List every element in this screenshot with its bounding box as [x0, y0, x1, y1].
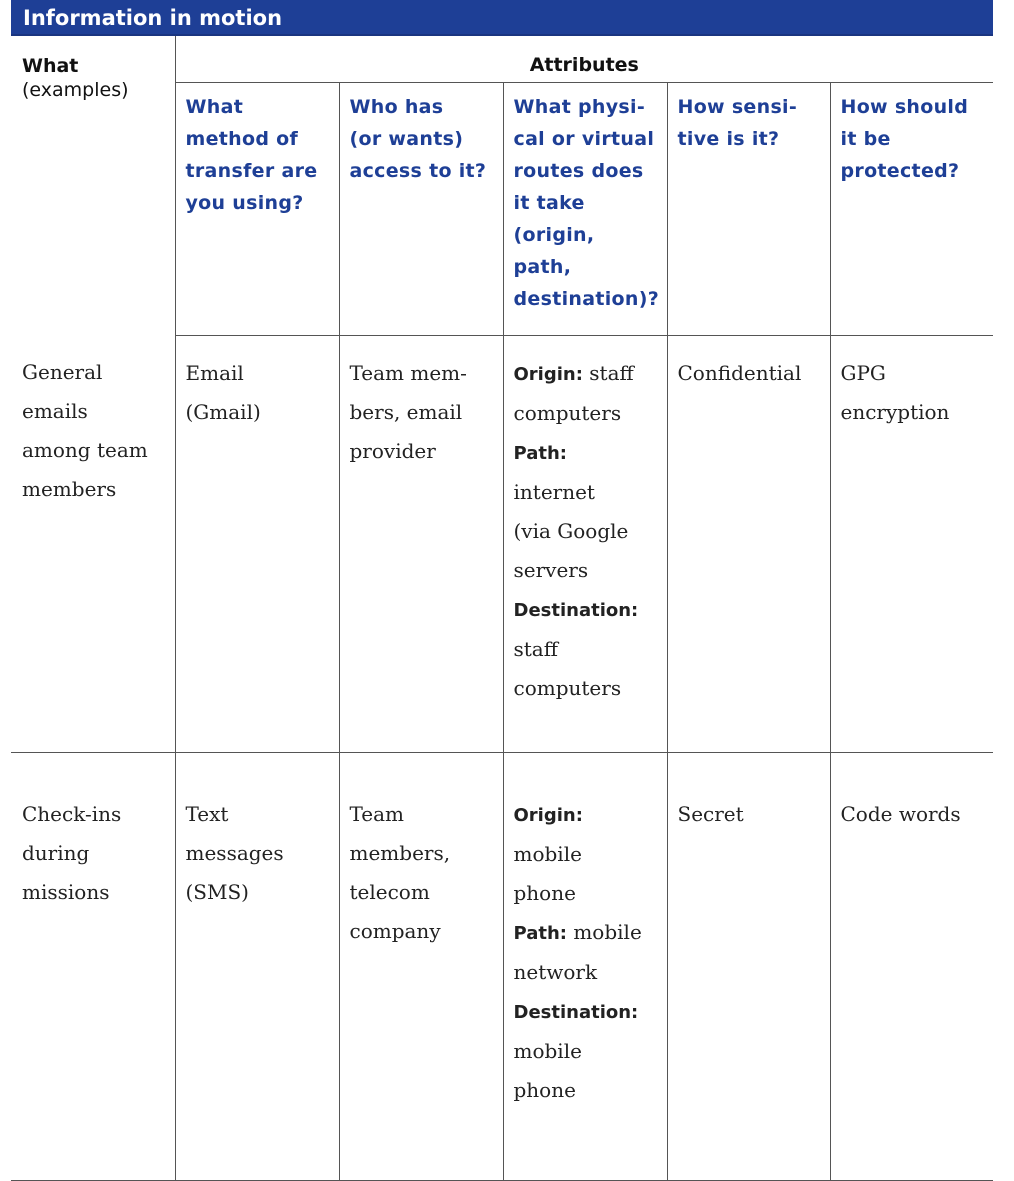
- cell-line: members,: [349, 840, 451, 865]
- header-line: it take: [513, 191, 585, 214]
- cell-line: Check-ins: [22, 801, 122, 826]
- destination-label: Destination:: [513, 599, 639, 621]
- cell-line: (via Google: [513, 518, 629, 543]
- cell-line: among team: [22, 438, 148, 462]
- header-line: What: [185, 95, 244, 118]
- cell-line: emails: [22, 399, 88, 423]
- cell-line: staff: [513, 636, 558, 661]
- cell-line: GPG: [840, 360, 886, 385]
- cell-line: Email: [185, 360, 244, 385]
- cell-line: mobile: [513, 1038, 582, 1063]
- column-header-method: [175, 82, 339, 335]
- header-line: (origin, path,: [513, 223, 595, 278]
- path-text: mobile: [566, 919, 642, 944]
- cell-line: computers: [513, 675, 622, 700]
- cell-line: Confidential: [677, 360, 802, 385]
- table-title-banner: Information in motion: [11, 0, 993, 36]
- header-line: cal or virtual: [513, 127, 655, 150]
- cell-line: network: [513, 959, 598, 984]
- origin-line: [514, 354, 657, 394]
- routes-cell: [503, 335, 667, 752]
- attributes-header: Attributes: [175, 36, 993, 82]
- cell-line: Secret: [677, 801, 744, 826]
- header-line: protected?: [840, 159, 960, 182]
- header-line: routes does: [513, 159, 644, 182]
- origin-label: Origin:: [513, 363, 583, 385]
- destination-label: Destination:: [513, 1001, 639, 1023]
- header-line: method of: [185, 127, 299, 150]
- header-line: transfer are: [185, 159, 318, 182]
- cell-line: Team mem-: [349, 360, 467, 385]
- header-line: How should: [840, 95, 969, 118]
- protection-cell: [830, 335, 993, 752]
- destination-line: [514, 992, 657, 1032]
- header-line: Who has: [349, 95, 444, 118]
- cell-line: phone: [513, 1077, 576, 1102]
- origin-label: Origin:: [513, 804, 583, 826]
- column-header-protection: [830, 82, 993, 335]
- what-cell: [11, 335, 175, 752]
- access-cell: [339, 335, 503, 752]
- header-line: you using?: [185, 191, 304, 214]
- what-cell: [11, 752, 175, 1180]
- what-column-header: [11, 36, 175, 335]
- what-header-sub: (examples): [22, 79, 129, 101]
- cell-line: computers: [513, 400, 622, 425]
- cell-line: phone: [513, 880, 576, 905]
- method-cell: [175, 335, 339, 752]
- cell-line: during: [22, 840, 90, 865]
- cell-line: servers: [513, 557, 589, 582]
- cell-line: missions: [22, 879, 110, 904]
- path-line: [514, 913, 657, 953]
- what-header-label: What: [22, 55, 79, 77]
- destination-line: [514, 590, 657, 630]
- header-line: destination)?: [513, 287, 660, 310]
- access-cell: [339, 752, 503, 1180]
- header-line: How sensi-: [677, 95, 798, 118]
- cell-line: Code words: [840, 801, 961, 826]
- cell-line: (Gmail): [185, 399, 261, 424]
- cell-line: company: [349, 918, 441, 943]
- header-line: access to it?: [349, 159, 487, 182]
- column-header-access: [339, 82, 503, 335]
- cell-line: provider: [349, 438, 436, 463]
- column-header-sensitivity: [667, 82, 830, 335]
- information-table: [11, 36, 993, 1181]
- sensitivity-cell: [667, 752, 830, 1180]
- cell-line: Text: [185, 801, 229, 826]
- cell-line: bers, email: [349, 399, 463, 424]
- path-line: [514, 433, 657, 473]
- protection-cell: [830, 752, 993, 1180]
- cell-line: members: [22, 477, 117, 501]
- cell-line: (SMS): [185, 879, 249, 904]
- sensitivity-cell: [667, 335, 830, 752]
- origin-text: staff: [582, 360, 634, 385]
- routes-cell: [503, 752, 667, 1180]
- column-header-routes: [503, 82, 667, 335]
- page: [11, 0, 993, 1102]
- header-line: What physi-: [513, 95, 646, 118]
- cell-line: internet: [513, 479, 595, 504]
- origin-line: [514, 795, 657, 835]
- header-line: tive is it?: [677, 127, 780, 150]
- cell-line: telecom: [349, 879, 430, 904]
- table-row: [11, 335, 993, 752]
- table-row: [11, 752, 993, 1180]
- cell-line: Team: [349, 801, 405, 826]
- cell-line: encryption: [840, 399, 950, 424]
- cell-line: messages: [185, 840, 284, 865]
- cell-line: mobile: [513, 841, 582, 866]
- path-label: Path:: [513, 442, 567, 464]
- cell-line: General: [22, 360, 103, 384]
- method-cell: [175, 752, 339, 1180]
- path-label: Path:: [513, 922, 567, 944]
- header-line: (or wants): [349, 127, 464, 150]
- header-line: it be: [840, 127, 891, 150]
